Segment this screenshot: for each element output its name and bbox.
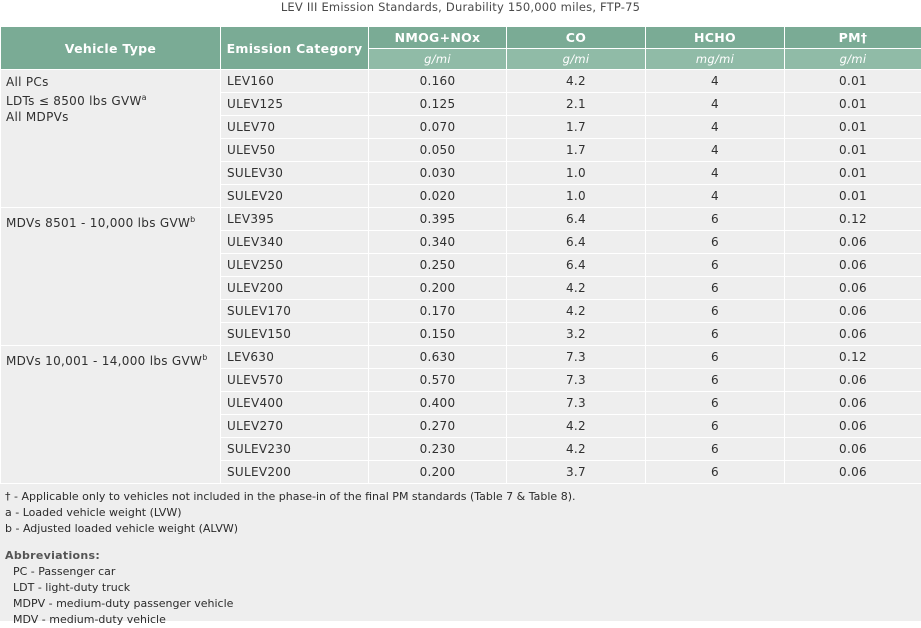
- emission-category-cell: LEV160: [221, 70, 369, 93]
- unit-hcho: mg/mi: [646, 49, 785, 70]
- emission-category-cell: SULEV230: [221, 438, 369, 461]
- co-cell: 4.2: [507, 438, 646, 461]
- table-row: [1, 208, 921, 231]
- pm-cell: 0.06: [785, 369, 921, 392]
- co-cell: 4.2: [507, 70, 646, 93]
- pm-cell: 0.01: [785, 93, 921, 116]
- pm-cell: 0.06: [785, 323, 921, 346]
- hcho-cell: 6: [646, 277, 785, 300]
- abbreviation-pc: PC - Passenger car: [13, 565, 116, 578]
- hcho-cell: 4: [646, 93, 785, 116]
- footnote-marker: a: [141, 93, 147, 102]
- hcho-cell: 6: [646, 300, 785, 323]
- nmog-nox-cell: 0.160: [369, 70, 507, 93]
- emission-category-cell: SULEV200: [221, 461, 369, 484]
- co-cell: 7.3: [507, 346, 646, 369]
- co-cell: 4.2: [507, 300, 646, 323]
- pm-cell: 0.06: [785, 461, 921, 484]
- footnote-a: a - Loaded vehicle weight (LVW): [5, 506, 182, 519]
- vehicle-type-line: LDTs ≤ 8500 lbs GVW$^a$: [6, 93, 147, 108]
- nmog-nox-cell: 0.150: [369, 323, 507, 346]
- pm-cell: 0.01: [785, 162, 921, 185]
- unit-pm: g/mi: [785, 49, 921, 70]
- co-cell: 6.4: [507, 208, 646, 231]
- vehicle-type-line: All MDPVs: [6, 110, 69, 124]
- nmog-nox-cell: 0.125: [369, 93, 507, 116]
- vehicle-type-line: All PCs: [6, 75, 49, 89]
- co-cell: 4.2: [507, 415, 646, 438]
- emission-category-cell: ULEV200: [221, 277, 369, 300]
- nmog-nox-cell: 0.050: [369, 139, 507, 162]
- footnote-marker: b: [190, 215, 196, 224]
- emission-standards-table: [0, 26, 921, 484]
- co-cell: 6.4: [507, 254, 646, 277]
- abbreviation-mdv: MDV - medium-duty vehicle: [13, 613, 166, 626]
- hcho-cell: 6: [646, 415, 785, 438]
- pm-cell: 0.01: [785, 70, 921, 93]
- emission-category-cell: SULEV20: [221, 185, 369, 208]
- pm-cell: 0.06: [785, 300, 921, 323]
- emission-category-cell: ULEV250: [221, 254, 369, 277]
- co-cell: 1.0: [507, 162, 646, 185]
- hcho-cell: 6: [646, 346, 785, 369]
- hcho-cell: 4: [646, 139, 785, 162]
- emission-category-cell: ULEV70: [221, 116, 369, 139]
- vehicle-type-line: MDVs 8501 - 10,000 lbs GVW$^b$: [6, 215, 196, 230]
- emission-category-cell: ULEV50: [221, 139, 369, 162]
- hcho-cell: 6: [646, 438, 785, 461]
- emission-category-cell: ULEV400: [221, 392, 369, 415]
- header-nmog-nox: NMOG+NOx: [369, 27, 507, 49]
- co-cell: 4.2: [507, 277, 646, 300]
- co-cell: 3.2: [507, 323, 646, 346]
- table-row: [1, 70, 921, 93]
- vehicle-type-cell: [1, 208, 221, 346]
- nmog-nox-cell: 0.570: [369, 369, 507, 392]
- hcho-cell: 6: [646, 254, 785, 277]
- emission-category-cell: ULEV340: [221, 231, 369, 254]
- hcho-cell: 4: [646, 116, 785, 139]
- emission-category-cell: SULEV170: [221, 300, 369, 323]
- footnote-marker: b: [202, 353, 208, 362]
- hcho-cell: 6: [646, 369, 785, 392]
- pm-cell: 0.06: [785, 415, 921, 438]
- co-cell: 1.7: [507, 139, 646, 162]
- hcho-cell: 6: [646, 461, 785, 484]
- co-cell: 1.7: [507, 116, 646, 139]
- pm-cell: 0.01: [785, 116, 921, 139]
- hcho-cell: 4: [646, 185, 785, 208]
- nmog-nox-cell: 0.200: [369, 277, 507, 300]
- vehicle-type-cell: [1, 346, 221, 484]
- pm-cell: 0.06: [785, 438, 921, 461]
- pm-cell: 0.06: [785, 254, 921, 277]
- hcho-cell: 6: [646, 323, 785, 346]
- hcho-cell: 4: [646, 162, 785, 185]
- emission-category-cell: SULEV150: [221, 323, 369, 346]
- emission-category-cell: LEV395: [221, 208, 369, 231]
- emission-category-cell: LEV630: [221, 346, 369, 369]
- header-emission-category: Emission Category: [221, 27, 369, 70]
- table-body: [1, 70, 921, 484]
- co-cell: 7.3: [507, 392, 646, 415]
- nmog-nox-cell: 0.395: [369, 208, 507, 231]
- unit-nmog-nox: g/mi: [369, 49, 507, 70]
- pm-cell: 0.06: [785, 231, 921, 254]
- hcho-cell: 6: [646, 231, 785, 254]
- footnote-dagger: † - Applicable only to vehicles not included in the phase-in of the final PM standards (Table 7 & Table 8).: [5, 490, 576, 503]
- nmog-nox-cell: 0.400: [369, 392, 507, 415]
- abbreviation-ldt: LDT - light-duty truck: [13, 581, 131, 594]
- hcho-cell: 6: [646, 392, 785, 415]
- pm-cell: 0.12: [785, 346, 921, 369]
- header-co: CO: [507, 27, 646, 49]
- header-pm: PM†: [785, 27, 921, 49]
- co-cell: 2.1: [507, 93, 646, 116]
- table-row: [1, 346, 921, 369]
- abbreviation-mdpv: MDPV - medium-duty passenger vehicle: [13, 597, 234, 610]
- pm-cell: 0.01: [785, 139, 921, 162]
- pm-cell: 0.06: [785, 392, 921, 415]
- pm-cell: 0.12: [785, 208, 921, 231]
- notes-section: [0, 484, 921, 626]
- abbreviations-title: Abbreviations:: [5, 549, 101, 562]
- footnote-b: b - Adjusted loaded vehicle weight (ALVW): [5, 522, 239, 535]
- co-cell: 1.0: [507, 185, 646, 208]
- header-hcho: HCHO: [646, 27, 785, 49]
- co-cell: 3.7: [507, 461, 646, 484]
- unit-co: g/mi: [507, 49, 646, 70]
- vehicle-type-cell: [1, 70, 221, 208]
- nmog-nox-cell: 0.200: [369, 461, 507, 484]
- hcho-cell: 4: [646, 70, 785, 93]
- nmog-nox-cell: 0.070: [369, 116, 507, 139]
- pm-cell: 0.01: [785, 185, 921, 208]
- co-cell: 6.4: [507, 231, 646, 254]
- emission-category-cell: ULEV270: [221, 415, 369, 438]
- nmog-nox-cell: 0.020: [369, 185, 507, 208]
- nmog-nox-cell: 0.250: [369, 254, 507, 277]
- emission-category-cell: ULEV125: [221, 93, 369, 116]
- nmog-nox-cell: 0.170: [369, 300, 507, 323]
- co-cell: 7.3: [507, 369, 646, 392]
- vehicle-type-line: MDVs 10,001 - 14,000 lbs GVW$^b$: [6, 353, 208, 368]
- nmog-nox-cell: 0.630: [369, 346, 507, 369]
- table-caption: LEV III Emission Standards, Durability 150,000 miles, FTP-75: [280, 0, 641, 14]
- emission-category-cell: ULEV570: [221, 369, 369, 392]
- pm-cell: 0.06: [785, 277, 921, 300]
- emission-category-cell: SULEV30: [221, 162, 369, 185]
- nmog-nox-cell: 0.270: [369, 415, 507, 438]
- header-vehicle-type: Vehicle Type: [1, 27, 221, 70]
- hcho-cell: 6: [646, 208, 785, 231]
- nmog-nox-cell: 0.340: [369, 231, 507, 254]
- nmog-nox-cell: 0.230: [369, 438, 507, 461]
- nmog-nox-cell: 0.030: [369, 162, 507, 185]
